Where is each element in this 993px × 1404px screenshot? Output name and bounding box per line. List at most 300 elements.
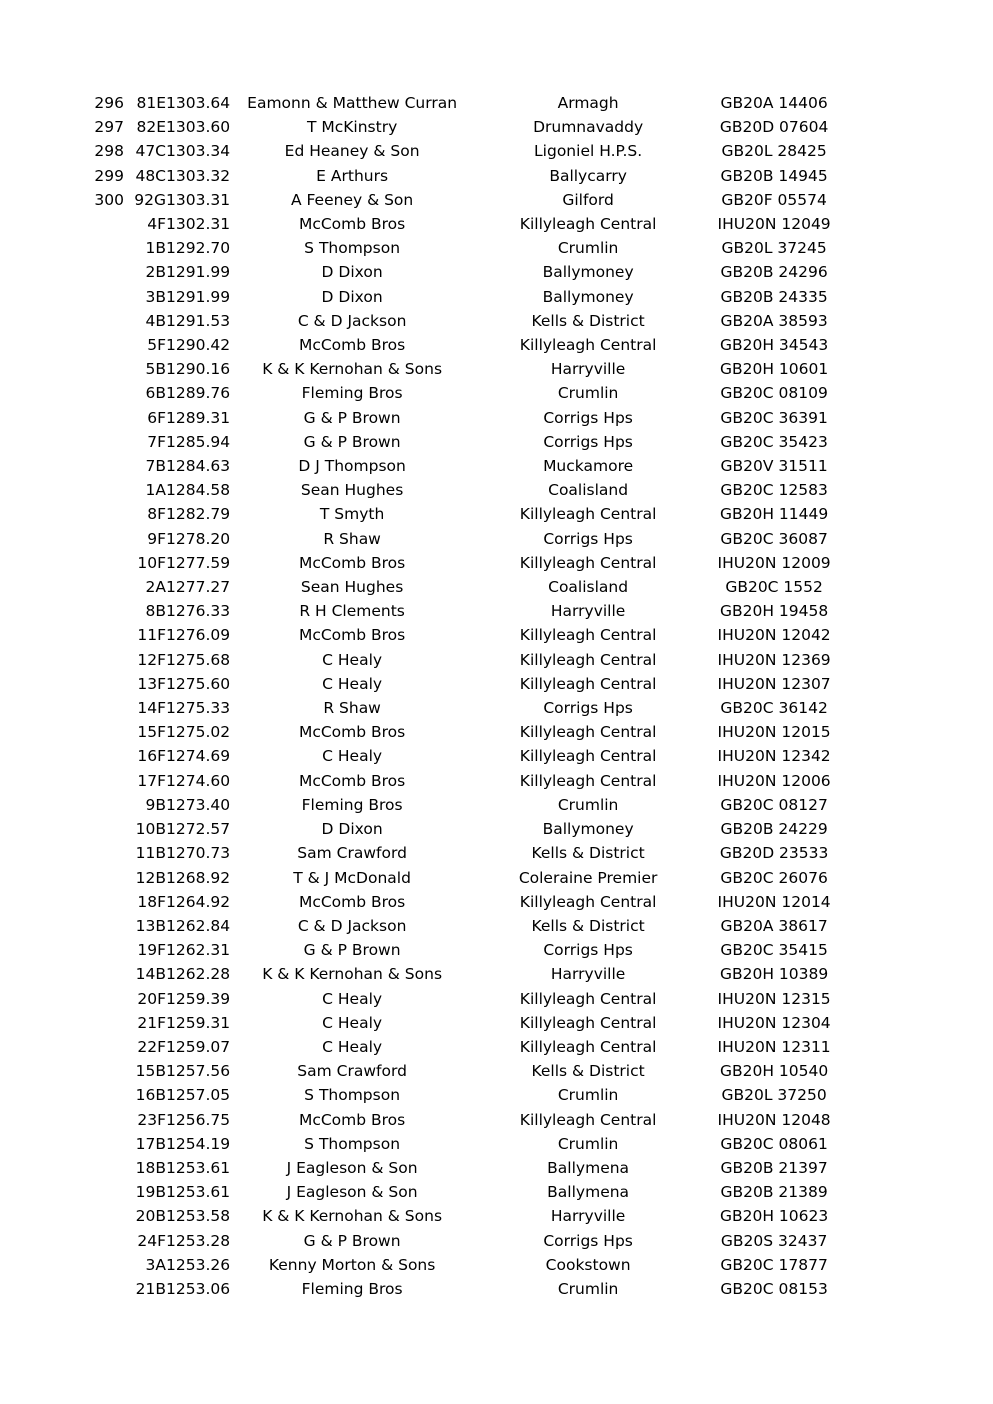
- velocity-cell: 1303.31: [166, 190, 231, 209]
- entry-code-cell: 47C: [135, 142, 166, 161]
- position-cell: [86, 793, 124, 817]
- position-cell: [86, 962, 124, 986]
- entry-code-cell: 15B: [135, 1062, 166, 1081]
- ring-number-cell: GB20C 08153: [720, 1279, 828, 1298]
- fancier-name-cell: McComb Bros: [298, 892, 406, 911]
- position-cell: [86, 381, 124, 405]
- ring-number-cell: IHU20N 12311: [717, 1037, 831, 1056]
- entry-code-cell: 8F: [147, 505, 166, 524]
- position-cell: [86, 1011, 124, 1035]
- club-name-cell: Killyleagh Central: [519, 674, 657, 693]
- table-row: [86, 188, 846, 212]
- club-name-cell: Corrigs Hps: [543, 1231, 633, 1250]
- fancier-name-cell: McComb Bros: [298, 626, 406, 645]
- table-row: [86, 744, 846, 768]
- position-cell: [86, 623, 124, 647]
- velocity-cell: 1303.34: [166, 142, 231, 161]
- results-table-body: [86, 91, 846, 1301]
- table-row: [86, 478, 846, 502]
- club-name-cell: Cookstown: [545, 1255, 631, 1274]
- velocity-cell: 1253.61: [166, 1183, 231, 1202]
- fancier-name-cell: R Shaw: [323, 529, 381, 548]
- ring-number-cell: GB20C 1552: [725, 578, 823, 597]
- ring-number-cell: GB20B 24335: [720, 287, 828, 306]
- fancier-name-cell: K & K Kernohan & Sons: [262, 1207, 443, 1226]
- entry-code-cell: 9F: [147, 529, 166, 548]
- velocity-cell: 1272.57: [166, 820, 231, 839]
- club-name-cell: Killyleagh Central: [519, 892, 657, 911]
- entry-code-cell: 19F: [137, 941, 166, 960]
- ring-number-cell: GB20H 10623: [719, 1207, 829, 1226]
- ring-number-cell: GB20B 24229: [720, 820, 828, 839]
- position-cell: [86, 236, 124, 260]
- ring-number-cell: IHU20N 12369: [717, 650, 831, 669]
- table-row: [86, 962, 846, 986]
- table-row: [86, 454, 846, 478]
- ring-number-cell: GB20L 28425: [721, 142, 827, 161]
- club-name-cell: Coalisland: [548, 578, 629, 597]
- fancier-name-cell: C & D Jackson: [297, 311, 407, 330]
- ring-number-cell: GB20H 34543: [719, 336, 829, 355]
- entry-code-cell: 6B: [145, 384, 166, 403]
- velocity-cell: 1270.73: [166, 844, 231, 863]
- position-cell: [86, 454, 124, 478]
- velocity-cell: 1257.56: [166, 1062, 231, 1081]
- table-row: [86, 115, 846, 139]
- fancier-name-cell: J Eagleson & Son: [286, 1158, 418, 1177]
- table-row: [86, 212, 846, 236]
- table-row: [86, 720, 846, 744]
- fancier-name-cell: C Healy: [322, 674, 383, 693]
- entry-code-cell: 10B: [135, 820, 166, 839]
- club-name-cell: Ballymena: [547, 1183, 630, 1202]
- fancier-name-cell: Fleming Bros: [301, 795, 403, 814]
- club-name-cell: Corrigs Hps: [543, 432, 633, 451]
- club-name-cell: Corrigs Hps: [543, 699, 633, 718]
- entry-code-cell: 11B: [135, 844, 166, 863]
- velocity-cell: 1253.06: [166, 1279, 231, 1298]
- entry-code-cell: 3A: [145, 1255, 166, 1274]
- ring-number-cell: IHU20N 12042: [717, 626, 831, 645]
- velocity-cell: 1303.32: [166, 166, 231, 185]
- position-cell: [86, 260, 124, 284]
- ring-number-cell: IHU20N 12006: [717, 771, 831, 790]
- table-row: [86, 623, 846, 647]
- club-name-cell: Corrigs Hps: [543, 529, 633, 548]
- ring-number-cell: IHU20N 12307: [717, 674, 831, 693]
- club-name-cell: Ballycarry: [549, 166, 627, 185]
- entry-code-cell: 82E: [136, 118, 166, 137]
- ring-number-cell: GB20H 10601: [719, 360, 829, 379]
- ring-number-cell: GB20C 17877: [720, 1255, 828, 1274]
- entry-code-cell: 21B: [135, 1279, 166, 1298]
- club-name-cell: Muckamore: [543, 457, 634, 476]
- position-cell: 297: [94, 118, 124, 137]
- ring-number-cell: IHU20N 12304: [717, 1013, 831, 1032]
- table-row: [86, 139, 846, 163]
- entry-code-cell: 12F: [137, 650, 166, 669]
- position-cell: 296: [94, 94, 124, 112]
- fancier-name-cell: McComb Bros: [298, 1110, 406, 1129]
- velocity-cell: 1275.02: [166, 723, 231, 742]
- table-row: [86, 1156, 846, 1180]
- entry-code-cell: 7B: [145, 457, 166, 476]
- table-row: [86, 1011, 846, 1035]
- ring-number-cell: GB20A 38593: [720, 311, 828, 330]
- position-cell: [86, 866, 124, 890]
- ring-number-cell: GB20C 36087: [720, 529, 828, 548]
- entry-code-cell: 20F: [137, 989, 166, 1008]
- fancier-name-cell: G & P Brown: [303, 432, 401, 451]
- fancier-name-cell: C Healy: [322, 989, 383, 1008]
- ring-number-cell: GB20C 26076: [720, 868, 828, 887]
- fancier-name-cell: D Dixon: [321, 820, 383, 839]
- velocity-cell: 1275.33: [166, 699, 231, 718]
- position-cell: [86, 502, 124, 526]
- table-row: [86, 1083, 846, 1107]
- velocity-cell: 1253.58: [166, 1207, 231, 1226]
- velocity-cell: 1303.60: [166, 118, 231, 137]
- fancier-name-cell: T Smyth: [319, 505, 385, 524]
- velocity-cell: 1278.20: [166, 529, 231, 548]
- velocity-cell: 1264.92: [166, 892, 231, 911]
- entry-code-cell: 5B: [145, 360, 166, 379]
- fancier-name-cell: D J Thompson: [298, 457, 406, 476]
- velocity-cell: 1289.31: [166, 408, 231, 427]
- club-name-cell: Kells & District: [531, 844, 645, 863]
- position-cell: [86, 1035, 124, 1059]
- fancier-name-cell: T & J McDonald: [293, 868, 411, 887]
- ring-number-cell: GB20C 12583: [720, 481, 828, 500]
- position-cell: [86, 357, 124, 381]
- entry-code-cell: 1B: [145, 239, 166, 258]
- club-name-cell: Ballymoney: [542, 287, 634, 306]
- entry-code-cell: 4F: [147, 215, 166, 234]
- ring-number-cell: IHU20N 12015: [717, 723, 831, 742]
- ring-number-cell: GB20C 36142: [720, 699, 828, 718]
- fancier-name-cell: McComb Bros: [298, 553, 406, 572]
- fancier-name-cell: Kenny Morton & Sons: [268, 1255, 436, 1274]
- table-row: [86, 987, 846, 1011]
- table-row: [86, 575, 846, 599]
- velocity-cell: 1277.27: [166, 578, 231, 597]
- velocity-cell: 1262.28: [166, 965, 231, 984]
- table-row: [86, 866, 846, 890]
- velocity-cell: 1277.59: [166, 553, 231, 572]
- table-row: [86, 841, 846, 865]
- club-name-cell: Kells & District: [531, 311, 645, 330]
- velocity-cell: 1290.16: [166, 360, 231, 379]
- fancier-name-cell: S Thompson: [304, 1086, 401, 1105]
- velocity-cell: 1253.28: [166, 1231, 231, 1250]
- fancier-name-cell: A Feeney & Son: [290, 190, 414, 209]
- ring-number-cell: GB20D 07604: [719, 118, 829, 137]
- results-table: [86, 91, 846, 1301]
- velocity-cell: 1257.05: [166, 1086, 231, 1105]
- ring-number-cell: GB20A 14406: [720, 94, 828, 112]
- club-name-cell: Corrigs Hps: [543, 941, 633, 960]
- ring-number-cell: GB20S 32437: [720, 1231, 828, 1250]
- entry-code-cell: 81E: [136, 94, 166, 112]
- position-cell: [86, 430, 124, 454]
- club-name-cell: Harryville: [550, 360, 626, 379]
- fancier-name-cell: R Shaw: [323, 699, 381, 718]
- ring-number-cell: IHU20N 12315: [717, 989, 831, 1008]
- fancier-name-cell: E Arthurs: [316, 166, 389, 185]
- fancier-name-cell: Sean Hughes: [300, 578, 404, 597]
- entry-code-cell: 16B: [135, 1086, 166, 1105]
- table-row: [86, 333, 846, 357]
- position-cell: [86, 744, 124, 768]
- table-row: [86, 285, 846, 309]
- ring-number-cell: GB20B 14945: [720, 166, 828, 185]
- fancier-name-cell: Sam Crawford: [297, 1062, 407, 1081]
- entry-code-cell: 19B: [135, 1183, 166, 1202]
- entry-code-cell: 20B: [135, 1207, 166, 1226]
- table-row: [86, 527, 846, 551]
- fancier-name-cell: Sean Hughes: [300, 481, 404, 500]
- velocity-cell: 1262.84: [166, 916, 231, 935]
- fancier-name-cell: C Healy: [322, 747, 383, 766]
- fancier-name-cell: J Eagleson & Son: [286, 1183, 418, 1202]
- club-name-cell: Killyleagh Central: [519, 771, 657, 790]
- club-name-cell: Kells & District: [531, 1062, 645, 1081]
- fancier-name-cell: G & P Brown: [303, 941, 401, 960]
- position-cell: [86, 672, 124, 696]
- entry-code-cell: 24F: [137, 1231, 166, 1250]
- table-row: [86, 793, 846, 817]
- fancier-name-cell: G & P Brown: [303, 408, 401, 427]
- entry-code-cell: 12B: [135, 868, 166, 887]
- club-name-cell: Ligoniel H.P.S.: [534, 142, 643, 161]
- club-name-cell: Killyleagh Central: [519, 989, 657, 1008]
- position-cell: [86, 938, 124, 962]
- position-cell: [86, 527, 124, 551]
- ring-number-cell: GB20L 37250: [721, 1086, 827, 1105]
- club-name-cell: Harryville: [550, 1207, 626, 1226]
- fancier-name-cell: S Thompson: [304, 239, 401, 258]
- table-row: [86, 551, 846, 575]
- ring-number-cell: IHU20N 12048: [717, 1110, 831, 1129]
- club-name-cell: Crumlin: [557, 795, 619, 814]
- entry-code-cell: 4B: [145, 311, 166, 330]
- ring-number-cell: GB20H 10389: [719, 965, 829, 984]
- entry-code-cell: 16F: [137, 747, 166, 766]
- entry-code-cell: 3B: [145, 287, 166, 306]
- club-name-cell: Ballymena: [547, 1158, 630, 1177]
- table-row: [86, 1035, 846, 1059]
- position-cell: [86, 406, 124, 430]
- club-name-cell: Crumlin: [557, 239, 619, 258]
- ring-number-cell: GB20H 19458: [719, 602, 829, 621]
- ring-number-cell: IHU20N 12049: [717, 215, 831, 234]
- entry-code-cell: 1A: [145, 481, 166, 500]
- velocity-cell: 1291.99: [166, 263, 231, 282]
- position-cell: [86, 890, 124, 914]
- position-cell: [86, 551, 124, 575]
- position-cell: [86, 1059, 124, 1083]
- entry-code-cell: 13B: [135, 916, 166, 935]
- fancier-name-cell: G & P Brown: [303, 1231, 401, 1250]
- velocity-cell: 1274.60: [166, 771, 231, 790]
- fancier-name-cell: Ed Heaney & Son: [284, 142, 420, 161]
- table-row: [86, 769, 846, 793]
- entry-code-cell: 17B: [135, 1134, 166, 1153]
- ring-number-cell: GB20L 37245: [721, 239, 827, 258]
- club-name-cell: Armagh: [557, 94, 619, 112]
- club-name-cell: Harryville: [550, 602, 626, 621]
- fancier-name-cell: C Healy: [322, 1013, 383, 1032]
- table-row: [86, 696, 846, 720]
- entry-code-cell: 7F: [147, 432, 166, 451]
- club-name-cell: Killyleagh Central: [519, 553, 657, 572]
- fancier-name-cell: D Dixon: [321, 287, 383, 306]
- ring-number-cell: GB20C 08061: [720, 1134, 828, 1153]
- velocity-cell: 1253.26: [166, 1255, 231, 1274]
- table-row: [86, 1180, 846, 1204]
- velocity-cell: 1282.79: [166, 505, 231, 524]
- club-name-cell: Crumlin: [557, 1086, 619, 1105]
- position-cell: [86, 478, 124, 502]
- club-name-cell: Crumlin: [557, 1279, 619, 1298]
- position-cell: [86, 648, 124, 672]
- club-name-cell: Killyleagh Central: [519, 215, 657, 234]
- club-name-cell: Ballymoney: [542, 263, 634, 282]
- entry-code-cell: 9B: [145, 795, 166, 814]
- table-row: [86, 502, 846, 526]
- fancier-name-cell: Eamonn & Matthew Curran: [247, 94, 458, 112]
- ring-number-cell: GB20F 05574: [721, 190, 827, 209]
- table-row: [86, 236, 846, 260]
- entry-code-cell: 8B: [145, 602, 166, 621]
- fancier-name-cell: K & K Kernohan & Sons: [262, 360, 443, 379]
- club-name-cell: Killyleagh Central: [519, 505, 657, 524]
- entry-code-cell: 48C: [135, 166, 166, 185]
- velocity-cell: 1276.33: [166, 602, 231, 621]
- velocity-cell: 1274.69: [166, 747, 231, 766]
- position-cell: [86, 720, 124, 744]
- ring-number-cell: GB20A 38617: [720, 916, 828, 935]
- fancier-name-cell: Fleming Bros: [301, 384, 403, 403]
- ring-number-cell: GB20B 21397: [720, 1158, 828, 1177]
- club-name-cell: Ballymoney: [542, 820, 634, 839]
- velocity-cell: 1291.99: [166, 287, 231, 306]
- position-cell: [86, 769, 124, 793]
- fancier-name-cell: Fleming Bros: [301, 1279, 403, 1298]
- fancier-name-cell: K & K Kernohan & Sons: [262, 965, 443, 984]
- velocity-cell: 1291.53: [166, 311, 231, 330]
- velocity-cell: 1292.70: [166, 239, 231, 258]
- ring-number-cell: GB20B 24296: [720, 263, 828, 282]
- table-row: [86, 1059, 846, 1083]
- club-name-cell: Killyleagh Central: [519, 650, 657, 669]
- position-cell: [86, 333, 124, 357]
- club-name-cell: Kells & District: [531, 916, 645, 935]
- table-row: [86, 1253, 846, 1277]
- fancier-name-cell: T McKinstry: [306, 118, 398, 137]
- velocity-cell: 1259.07: [166, 1037, 231, 1056]
- entry-code-cell: 10F: [137, 553, 166, 572]
- entry-code-cell: 17F: [137, 771, 166, 790]
- table-row: [86, 164, 846, 188]
- position-cell: [86, 1180, 124, 1204]
- club-name-cell: Killyleagh Central: [519, 1013, 657, 1032]
- ring-number-cell: GB20C 36391: [720, 408, 828, 427]
- table-row: [86, 1108, 846, 1132]
- club-name-cell: Coalisland: [548, 481, 629, 500]
- entry-code-cell: 14B: [135, 965, 166, 984]
- entry-code-cell: 5F: [147, 336, 166, 355]
- entry-code-cell: 11F: [137, 626, 166, 645]
- entry-code-cell: 18B: [135, 1158, 166, 1177]
- position-cell: [86, 212, 124, 236]
- club-name-cell: Killyleagh Central: [519, 626, 657, 645]
- entry-code-cell: 22F: [137, 1037, 166, 1056]
- club-name-cell: Killyleagh Central: [519, 723, 657, 742]
- position-cell: 298: [94, 142, 124, 161]
- position-cell: [86, 1229, 124, 1253]
- ring-number-cell: GB20C 08127: [720, 795, 828, 814]
- position-cell: [86, 1108, 124, 1132]
- velocity-cell: 1302.31: [166, 215, 231, 234]
- club-name-cell: Killyleagh Central: [519, 1037, 657, 1056]
- velocity-cell: 1290.42: [166, 336, 231, 355]
- table-row: [86, 1229, 846, 1253]
- entry-code-cell: 18F: [137, 892, 166, 911]
- position-cell: 300: [94, 190, 124, 209]
- position-cell: [86, 987, 124, 1011]
- position-cell: [86, 1156, 124, 1180]
- ring-number-cell: GB20B 21389: [720, 1183, 828, 1202]
- fancier-name-cell: S Thompson: [304, 1134, 401, 1153]
- ring-number-cell: GB20V 31511: [720, 457, 828, 476]
- table-row: [86, 1277, 846, 1301]
- ring-number-cell: GB20H 11449: [719, 505, 829, 524]
- position-cell: [86, 575, 124, 599]
- position-cell: [86, 1253, 124, 1277]
- entry-code-cell: 6F: [147, 408, 166, 427]
- fancier-name-cell: Sam Crawford: [297, 844, 407, 863]
- velocity-cell: 1268.92: [166, 868, 231, 887]
- fancier-name-cell: R H Clements: [299, 602, 405, 621]
- club-name-cell: Drumnavaddy: [533, 118, 644, 137]
- ring-number-cell: IHU20N 12009: [717, 553, 831, 572]
- club-name-cell: Killyleagh Central: [519, 747, 657, 766]
- ring-number-cell: GB20C 08109: [720, 384, 828, 403]
- table-row: [86, 648, 846, 672]
- club-name-cell: Crumlin: [557, 384, 619, 403]
- position-cell: [86, 1277, 124, 1301]
- position-cell: [86, 599, 124, 623]
- fancier-name-cell: C Healy: [322, 650, 383, 669]
- velocity-cell: 1289.76: [166, 384, 231, 403]
- velocity-cell: 1256.75: [166, 1110, 231, 1129]
- entry-code-cell: 2B: [145, 263, 166, 282]
- fancier-name-cell: McComb Bros: [298, 723, 406, 742]
- table-row: [86, 817, 846, 841]
- position-cell: 299: [94, 166, 124, 185]
- table-row: [86, 406, 846, 430]
- position-cell: [86, 696, 124, 720]
- position-cell: [86, 817, 124, 841]
- position-cell: [86, 841, 124, 865]
- table-row: [86, 914, 846, 938]
- table-row: [86, 430, 846, 454]
- entry-code-cell: 13F: [137, 674, 166, 693]
- velocity-cell: 1262.31: [166, 941, 231, 960]
- position-cell: [86, 1083, 124, 1107]
- velocity-cell: 1275.60: [166, 674, 231, 693]
